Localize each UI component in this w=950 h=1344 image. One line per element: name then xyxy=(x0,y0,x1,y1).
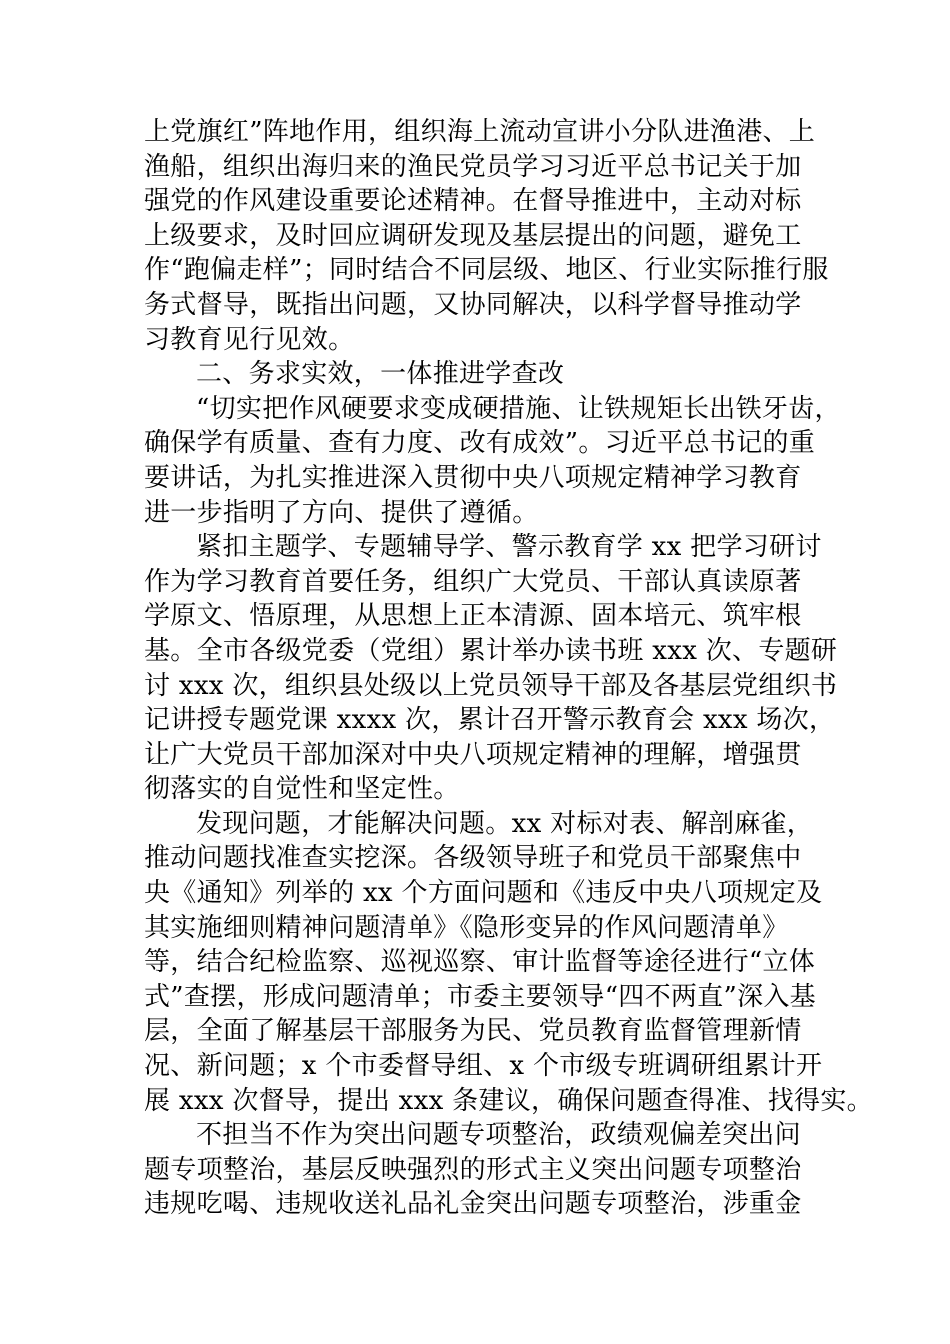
text-line: 记讲授专题党课 xxxx 次，累计召开警示教育会 xxx 场次， xyxy=(144,705,836,736)
paragraph-first-line: 紧扣主题学、专题辅导学、警示教育学 xx 把学习研讨 xyxy=(196,532,822,563)
text-line: 学原文、悟原理，从思想上正本清源、固本培元、筑牢根 xyxy=(144,601,802,632)
text-line: 作“跑偏走样”；同时结合不同层级、地区、行业实际推行服 xyxy=(144,255,829,286)
text-line: 等，结合纪检监察、巡视巡察、审计监督等途径进行“立体 xyxy=(144,947,816,978)
text-line: 确保学有质量、查有力度、改有成效”。习近平总书记的重 xyxy=(144,428,816,459)
text-line: 让广大党员干部加深对中央八项规定精神的理解，增强贯 xyxy=(144,739,802,770)
text-line: 上党旗红”阵地作用，组织海上流动宣讲小分队进渔港、上 xyxy=(144,117,816,147)
text-line: 讨 xxx 次，组织县处级以上党员领导干部及各基层党组织书 xyxy=(144,670,838,701)
text-line: 务式督导，既指出问题，又协同解决，以科学督导推动学 xyxy=(144,289,802,320)
paragraph-first-line: “切实把作风硬要求变成硬措施、让铁规矩长出铁牙齿， xyxy=(196,393,841,424)
paragraph-first-line: 不担当不作为突出问题专项整治，政绩观偏差突出问 xyxy=(196,1120,801,1151)
text-line: 基。全市各级党委（党组）累计举办读书班 xxx 次、专题研 xyxy=(144,635,838,666)
text-line: 推动问题找准查实挖深。各级领导班子和党员干部聚焦中 xyxy=(144,843,802,874)
text-line: 其实施细则精神问题清单》《隐形变异的作风问题清单》 xyxy=(144,912,789,943)
text-line: 习教育见行见效。 xyxy=(144,324,355,355)
document-body xyxy=(144,115,873,1222)
text-line: 层，全面了解基层干部服务为民、党员教育监督管理新情 xyxy=(144,1016,802,1047)
paragraph-first-line: 发现问题，才能解决问题。xx 对标对表、解剖麻雀， xyxy=(196,808,814,839)
text-line: 彻落实的自觉性和坚定性。 xyxy=(144,774,460,805)
text-line: 上级要求，及时回应调研发现及基层提出的问题，避免工 xyxy=(144,220,802,251)
text-line: 况、新问题；x 个市委督导组、x 个市级专班调研组累计开 xyxy=(144,1051,823,1082)
text-line: 强党的作风建设重要论述精神。在督导推进中，主动对标 xyxy=(144,186,802,217)
text-line: 渔船，组织出海归来的渔民党员学习习近平总书记关于加 xyxy=(144,151,802,182)
text-line: 式”查摆，形成问题清单；市委主要领导“四不两直”深入基 xyxy=(144,981,816,1012)
text-line: 展 xxx 次督导，提出 xxx 条建议，确保问题查得准、找得实。 xyxy=(144,1085,873,1116)
text-line: 违规吃喝、违规收送礼品礼金突出问题专项整治，涉重金 xyxy=(144,1189,802,1220)
text-line: 要讲话，为扎实推进深入贯彻中央八项规定精神学习教育 xyxy=(144,462,802,493)
text-line: 题专项整治，基层反映强烈的形式主义突出问题专项整治 xyxy=(144,1154,802,1185)
text-line: 央《通知》列举的 xx 个方面问题和《违反中央八项规定及 xyxy=(144,878,823,909)
text-line: 作为学习教育首要任务，组织广大党员、干部认真读原著 xyxy=(144,566,802,597)
text-line: 进一步指明了方向、提供了遵循。 xyxy=(144,497,539,528)
section-heading: 二、务求实效，一体推进学查改 xyxy=(196,359,565,390)
